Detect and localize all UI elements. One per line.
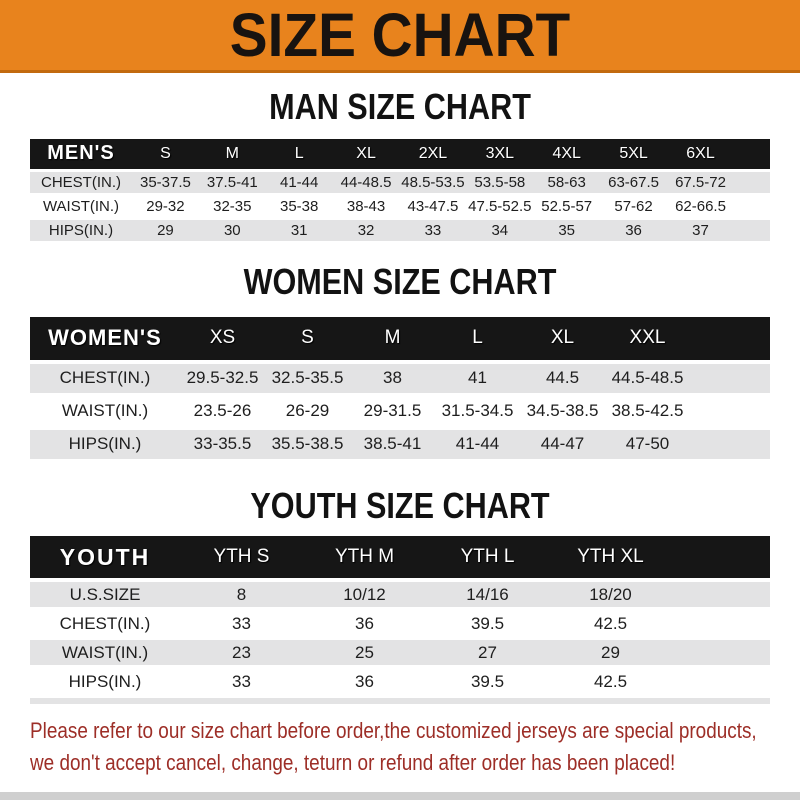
column-header: L [266, 139, 333, 171]
row-spacer [672, 580, 770, 609]
page-title: SIZE CHART [229, 0, 571, 69]
column-header: S [265, 317, 350, 362]
cell-value: 57-62 [600, 194, 667, 218]
cell-value: 42.5 [549, 667, 672, 696]
youth-table-bottom-band [30, 698, 770, 704]
cell-value: 31 [266, 218, 333, 242]
cell-value: 32 [333, 218, 400, 242]
cell-value: 33 [180, 667, 303, 696]
cell-value: 62-66.5 [667, 194, 734, 218]
cell-value: 36 [303, 667, 426, 696]
row-label: WAIST(IN.) [30, 194, 132, 218]
column-header: YTH S [180, 536, 303, 580]
column-header: L [435, 317, 520, 362]
column-header: YTH L [426, 536, 549, 580]
cell-value: 34 [466, 218, 533, 242]
column-header: XL [520, 317, 605, 362]
cell-value: 18/20 [549, 580, 672, 609]
row-label: CHEST(IN.) [30, 170, 132, 194]
table-row [30, 609, 770, 638]
table-row [30, 638, 770, 667]
cell-value: 67.5-72 [667, 170, 734, 194]
header-row [30, 139, 770, 171]
row-label: WAIST(IN.) [30, 395, 180, 428]
cell-value: 29.5-32.5 [180, 362, 265, 395]
table-row [30, 362, 770, 395]
cell-value: 44.5 [520, 362, 605, 395]
cell-value: 35-38 [266, 194, 333, 218]
cell-value: 44-47 [520, 428, 605, 461]
section-women [0, 260, 800, 463]
cell-value: 63-67.5 [600, 170, 667, 194]
row-label: CHEST(IN.) [30, 609, 180, 638]
header-spacer [734, 139, 770, 171]
table-label: MEN'S [30, 139, 132, 171]
cell-value: 26-29 [265, 395, 350, 428]
cell-value: 36 [303, 609, 426, 638]
cell-value: 43-47.5 [400, 194, 467, 218]
column-header: XXL [605, 317, 690, 362]
row-label: WAIST(IN.) [30, 638, 180, 667]
disclaimer-line-2-text: we don't accept cancel, change, teturn or refund after order has been placed! [30, 750, 676, 776]
cell-value: 47-50 [605, 428, 690, 461]
women-size-table [30, 317, 770, 463]
cell-value: 42.5 [549, 609, 672, 638]
column-header: 3XL [466, 139, 533, 171]
cell-value: 29 [549, 638, 672, 667]
row-label: CHEST(IN.) [30, 362, 180, 395]
cell-value: 38.5-41 [350, 428, 435, 461]
cell-value: 53.5-58 [466, 170, 533, 194]
cell-value: 29 [132, 218, 199, 242]
youth-section-heading-text: YOUTH SIZE CHART [250, 484, 550, 526]
row-spacer [690, 428, 770, 461]
section-men [0, 88, 800, 244]
column-header: M [199, 139, 266, 171]
row-spacer [690, 395, 770, 428]
column-header: 6XL [667, 139, 734, 171]
header-spacer [690, 317, 770, 362]
cell-value: 27 [426, 638, 549, 667]
cell-value: 41-44 [435, 428, 520, 461]
cell-value: 37.5-41 [199, 170, 266, 194]
cell-value: 41 [435, 362, 520, 395]
youth-section-heading [0, 484, 800, 526]
cell-value: 35 [533, 218, 600, 242]
row-spacer [672, 667, 770, 696]
cell-value: 31.5-34.5 [435, 395, 520, 428]
cell-value: 52.5-57 [533, 194, 600, 218]
men-section-heading [0, 88, 800, 126]
cell-value: 30 [199, 218, 266, 242]
table-label: WOMEN'S [30, 317, 180, 362]
row-label: HIPS(IN.) [30, 428, 180, 461]
men-section-heading-text: MAN SIZE CHART [269, 86, 531, 127]
banner [0, 0, 800, 73]
cell-value: 47.5-52.5 [466, 194, 533, 218]
header-row [30, 536, 770, 580]
cell-value: 25 [303, 638, 426, 667]
cell-value: 37 [667, 218, 734, 242]
row-spacer [734, 218, 770, 242]
row-spacer [734, 170, 770, 194]
column-header: 4XL [533, 139, 600, 171]
cell-value: 38 [350, 362, 435, 395]
cell-value: 58-63 [533, 170, 600, 194]
cell-value: 14/16 [426, 580, 549, 609]
cell-value: 39.5 [426, 667, 549, 696]
cell-value: 33 [180, 609, 303, 638]
column-header: XL [333, 139, 400, 171]
cell-value: 48.5-53.5 [400, 170, 467, 194]
table-row [30, 395, 770, 428]
column-header: XS [180, 317, 265, 362]
column-header: YTH XL [549, 536, 672, 580]
table-label: YOUTH [30, 536, 180, 580]
cell-value: 35-37.5 [132, 170, 199, 194]
disclaimer-line-1 [30, 718, 800, 745]
row-spacer [672, 609, 770, 638]
table-row [30, 218, 770, 242]
cell-value: 33-35.5 [180, 428, 265, 461]
table-row [30, 580, 770, 609]
table-row [30, 170, 770, 194]
page-bottom-band [0, 792, 800, 800]
section-youth [0, 484, 800, 705]
row-spacer [672, 638, 770, 667]
cell-value: 39.5 [426, 609, 549, 638]
row-label: HIPS(IN.) [30, 218, 132, 242]
column-header: M [350, 317, 435, 362]
women-section-heading-text: WOMEN SIZE CHART [243, 260, 557, 302]
row-spacer [734, 194, 770, 218]
women-section-heading [0, 260, 800, 302]
cell-value: 44.5-48.5 [605, 362, 690, 395]
row-spacer [690, 362, 770, 395]
table-row [30, 667, 770, 696]
cell-value: 35.5-38.5 [265, 428, 350, 461]
column-header: 2XL [400, 139, 467, 171]
header-row [30, 317, 770, 362]
column-header: S [132, 139, 199, 171]
disclaimer-note [30, 718, 800, 777]
disclaimer-line-2 [30, 750, 800, 777]
table-row [30, 428, 770, 461]
cell-value: 29-32 [132, 194, 199, 218]
youth-size-table [30, 536, 770, 698]
column-header: YTH M [303, 536, 426, 580]
cell-value: 41-44 [266, 170, 333, 194]
cell-value: 38.5-42.5 [605, 395, 690, 428]
cell-value: 23 [180, 638, 303, 667]
column-header: 5XL [600, 139, 667, 171]
cell-value: 44-48.5 [333, 170, 400, 194]
row-label: HIPS(IN.) [30, 667, 180, 696]
row-label: U.S.SIZE [30, 580, 180, 609]
cell-value: 32.5-35.5 [265, 362, 350, 395]
cell-value: 36 [600, 218, 667, 242]
cell-value: 33 [400, 218, 467, 242]
header-spacer [672, 536, 770, 580]
cell-value: 38-43 [333, 194, 400, 218]
cell-value: 10/12 [303, 580, 426, 609]
cell-value: 34.5-38.5 [520, 395, 605, 428]
cell-value: 32-35 [199, 194, 266, 218]
cell-value: 29-31.5 [350, 395, 435, 428]
cell-value: 8 [180, 580, 303, 609]
disclaimer-line-1-text: Please refer to our size chart before order,the customized jerseys are special products, [30, 718, 757, 744]
men-size-table [30, 139, 770, 244]
table-row [30, 194, 770, 218]
cell-value: 23.5-26 [180, 395, 265, 428]
